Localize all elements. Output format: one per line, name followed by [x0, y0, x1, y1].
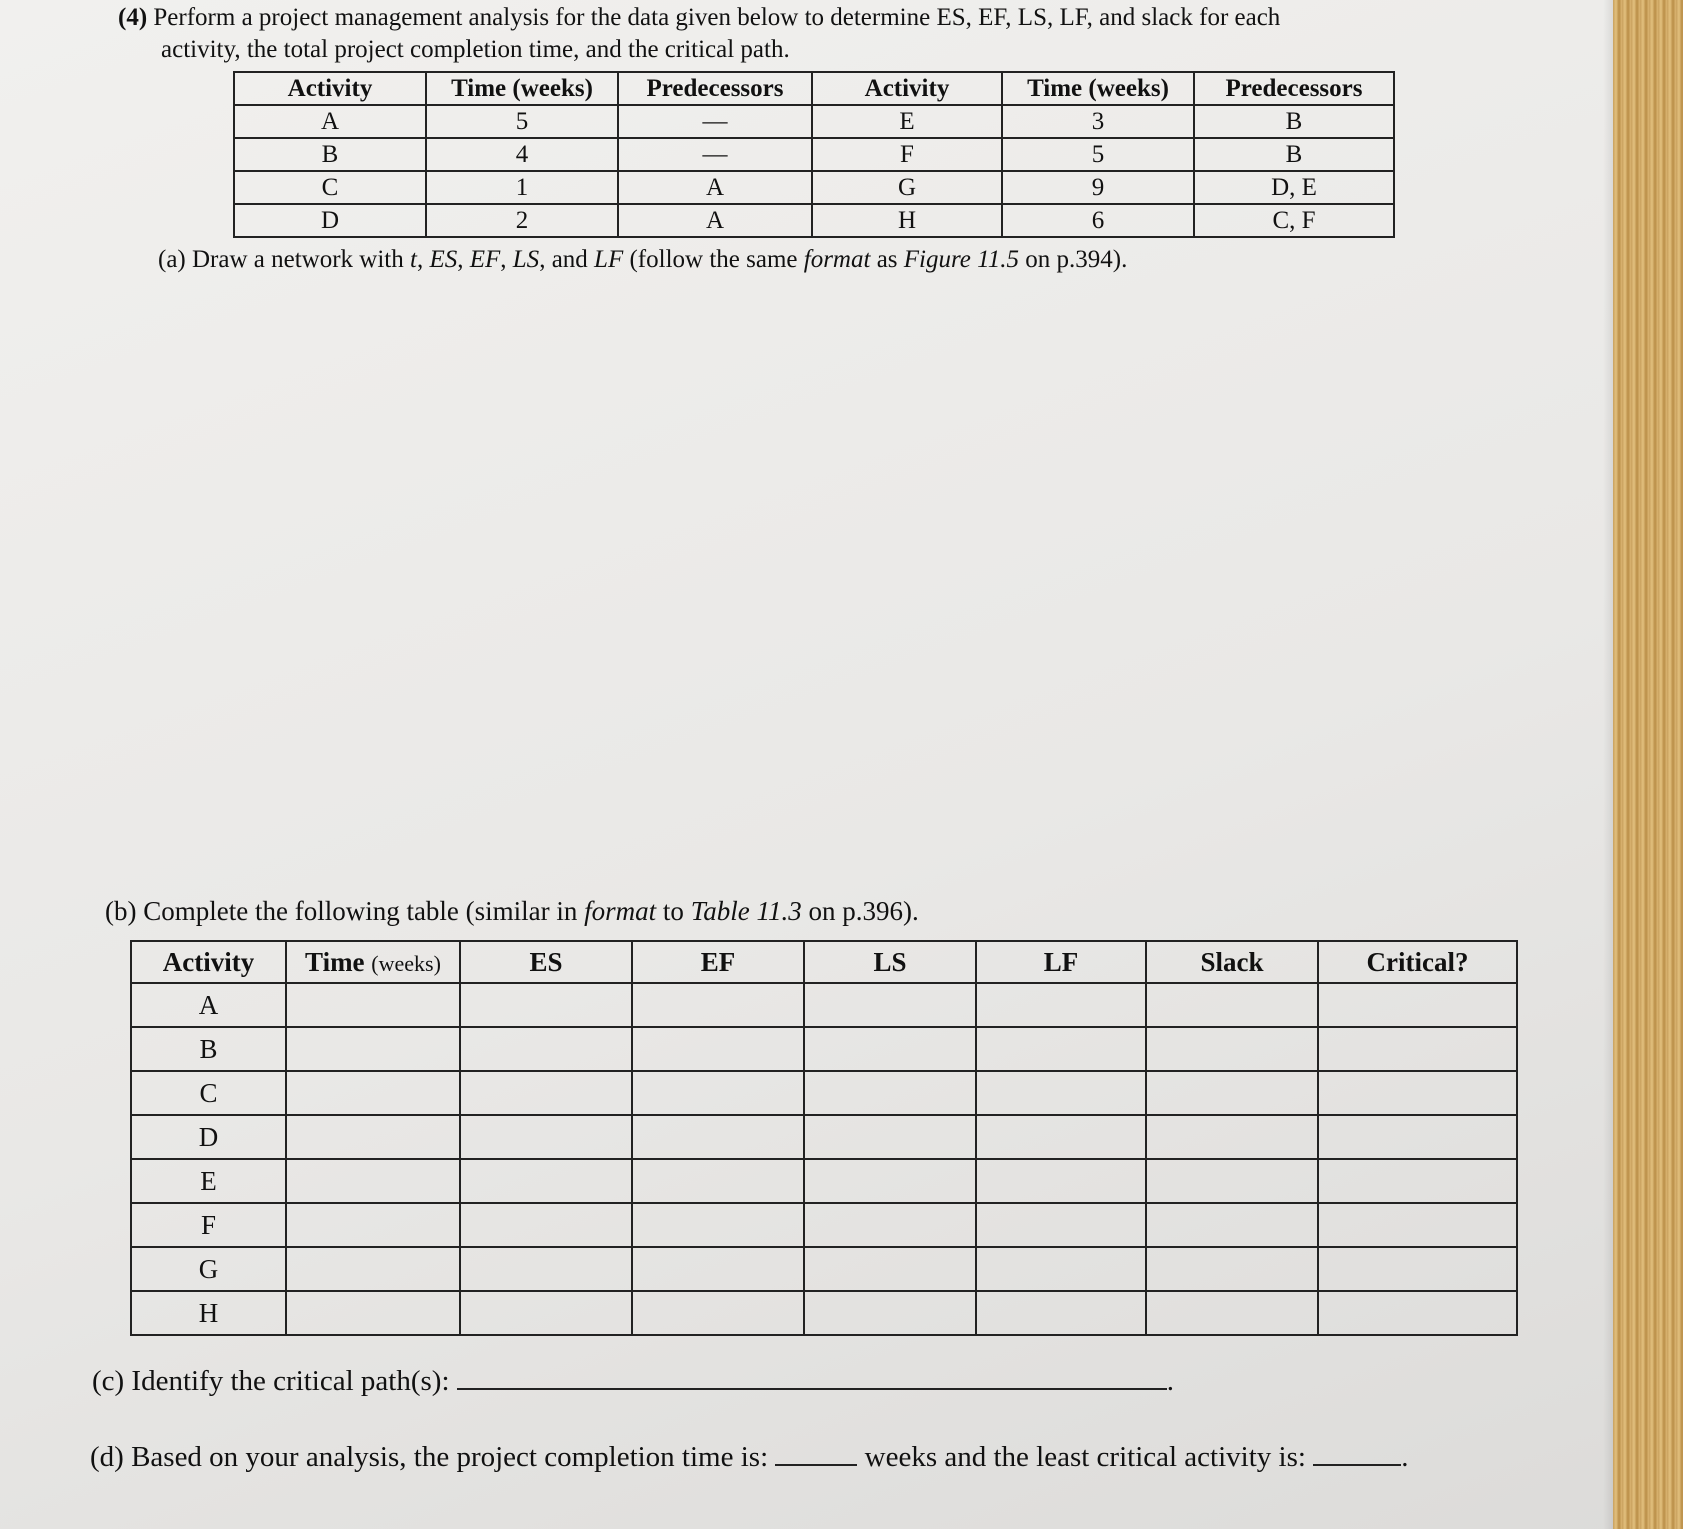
given-cell: A	[618, 171, 812, 204]
answer-input-cell[interactable]	[1146, 983, 1318, 1027]
part-a-label: (a) Draw a network with	[158, 246, 404, 273]
answer-input-cell[interactable]	[286, 1203, 460, 1247]
part-c-prompt	[92, 1364, 1174, 1398]
part-a-es: ES	[429, 246, 458, 273]
answer-table-row	[131, 1071, 1517, 1115]
answer-input-cell[interactable]	[1146, 1291, 1318, 1335]
answer-input-cell[interactable]	[976, 1027, 1146, 1071]
answer-activity-cell: A	[131, 983, 286, 1027]
answer-table-row	[131, 1203, 1517, 1247]
given-cell: B	[1194, 105, 1394, 138]
part-d-label: (d) Based on your analysis, the project completion time is:	[90, 1441, 769, 1473]
answer-input-cell[interactable]	[804, 983, 976, 1027]
part-a-ls: LS	[512, 246, 540, 273]
answer-input-cell[interactable]	[1146, 1071, 1318, 1115]
part-a-prompt	[158, 246, 1127, 274]
answer-input-cell[interactable]	[1318, 1203, 1517, 1247]
answer-input-cell[interactable]	[632, 1291, 804, 1335]
answer-input-cell[interactable]	[976, 1247, 1146, 1291]
answer-input-cell[interactable]	[632, 1203, 804, 1247]
part-d-end: .	[1401, 1441, 1409, 1473]
part-a-sep: ,	[416, 246, 424, 273]
answer-input-cell[interactable]	[632, 983, 804, 1027]
part-a-tail: on p.394).	[1025, 246, 1128, 273]
given-cell: 4	[426, 138, 618, 171]
given-header-activity-2: Activity	[812, 72, 1002, 105]
answer-input-cell[interactable]	[1146, 1159, 1318, 1203]
part-d-prompt	[90, 1440, 1408, 1474]
given-cell: F	[812, 138, 1002, 171]
answer-input-cell[interactable]	[286, 1071, 460, 1115]
problem-number: (4)	[118, 4, 148, 31]
answer-input-cell[interactable]	[976, 1291, 1146, 1335]
answer-activity-cell: E	[131, 1159, 286, 1203]
given-cell: —	[618, 105, 812, 138]
given-cell: B	[1194, 138, 1394, 171]
answer-input-cell[interactable]	[804, 1203, 976, 1247]
answer-activity-cell: G	[131, 1247, 286, 1291]
answer-input-cell[interactable]	[1318, 1247, 1517, 1291]
answer-input-cell[interactable]	[286, 1115, 460, 1159]
answer-input-cell[interactable]	[804, 1027, 976, 1071]
answer-input-cell[interactable]	[286, 1159, 460, 1203]
given-cell: C	[234, 171, 426, 204]
part-a-t: t	[410, 246, 417, 273]
given-data-table	[233, 71, 1395, 238]
given-header-predecessors-2: Predecessors	[1194, 72, 1394, 105]
part-a-figure: Figure 11.5	[903, 246, 1020, 273]
answer-input-cell[interactable]	[804, 1071, 976, 1115]
given-table-header-row	[234, 72, 1394, 105]
answer-table-row	[131, 1115, 1517, 1159]
given-table-row	[234, 171, 1394, 204]
answer-input-cell[interactable]	[1318, 1291, 1517, 1335]
answer-input-cell[interactable]	[460, 1291, 632, 1335]
answer-input-cell[interactable]	[286, 983, 460, 1027]
answer-input-cell[interactable]	[460, 1027, 632, 1071]
answer-activity-cell: D	[131, 1115, 286, 1159]
part-c-label: (c) Identify the critical path(s):	[92, 1365, 450, 1397]
answer-input-cell[interactable]	[632, 1247, 804, 1291]
answer-header-slack: Slack	[1146, 941, 1318, 983]
part-b-tail: on p.396).	[808, 896, 919, 926]
given-cell: 9	[1002, 171, 1194, 204]
given-cell: 6	[1002, 204, 1194, 237]
given-cell: H	[812, 204, 1002, 237]
problem-statement-line1	[118, 4, 1280, 32]
part-a-format: format	[803, 246, 871, 273]
answer-table-header-row	[131, 941, 1517, 983]
answer-input-cell[interactable]	[460, 1159, 632, 1203]
given-header-time-1: Time (weeks)	[426, 72, 618, 105]
given-cell: B	[234, 138, 426, 171]
answer-table-row	[131, 1027, 1517, 1071]
given-cell: A	[618, 204, 812, 237]
given-table-row	[234, 138, 1394, 171]
answer-input-cell[interactable]	[286, 1291, 460, 1335]
answer-activity-cell: C	[131, 1071, 286, 1115]
answer-input-cell[interactable]	[804, 1115, 976, 1159]
answer-input-cell[interactable]	[1318, 1027, 1517, 1071]
answer-input-cell[interactable]	[460, 1247, 632, 1291]
answer-input-cell[interactable]	[1318, 983, 1517, 1027]
part-b-table-ref: Table 11.3	[690, 896, 802, 926]
answer-input-cell[interactable]	[1146, 1247, 1318, 1291]
given-cell: —	[618, 138, 812, 171]
answer-table	[130, 940, 1518, 1336]
part-b-format: format	[584, 896, 657, 926]
part-b-prompt	[105, 896, 919, 927]
answer-table-row	[131, 1291, 1517, 1335]
answer-input-cell[interactable]	[804, 1291, 976, 1335]
page-edge-shadow	[1603, 0, 1613, 1529]
answer-header-time	[286, 941, 460, 983]
part-a-lf: LF	[594, 246, 624, 273]
answer-table-row	[131, 1159, 1517, 1203]
least-critical-activity-blank[interactable]	[1313, 1440, 1401, 1466]
answer-input-cell[interactable]	[460, 983, 632, 1027]
answer-input-cell[interactable]	[804, 1247, 976, 1291]
answer-table-row	[131, 1247, 1517, 1291]
answer-input-cell[interactable]	[1146, 1115, 1318, 1159]
given-cell: E	[812, 105, 1002, 138]
answer-input-cell[interactable]	[976, 1159, 1146, 1203]
answer-input-cell[interactable]	[976, 1071, 1146, 1115]
answer-table-row	[131, 983, 1517, 1027]
part-a-ef: EF	[469, 246, 501, 273]
given-cell: A	[234, 105, 426, 138]
part-c-end: .	[1166, 1365, 1175, 1397]
answer-input-cell[interactable]	[1318, 1159, 1517, 1203]
answer-input-cell[interactable]	[460, 1115, 632, 1159]
part-b-label: (b) Complete the following table (similar in	[105, 896, 578, 926]
part-b-to: to	[662, 896, 684, 926]
answer-activity-cell: F	[131, 1203, 286, 1247]
answer-header-lf: LF	[976, 941, 1146, 983]
answer-input-cell[interactable]	[286, 1027, 460, 1071]
answer-header-critical: Critical?	[1318, 941, 1517, 983]
given-cell: D	[234, 204, 426, 237]
part-a-sep: , and	[539, 246, 588, 273]
answer-activity-cell: B	[131, 1027, 286, 1071]
given-cell: G	[812, 171, 1002, 204]
answer-input-cell[interactable]	[460, 1071, 632, 1115]
answer-input-cell[interactable]	[976, 983, 1146, 1027]
given-table-row	[234, 105, 1394, 138]
answer-header-es: ES	[460, 941, 632, 983]
given-header-time-2: Time (weeks)	[1002, 72, 1194, 105]
answer-input-cell[interactable]	[460, 1203, 632, 1247]
answer-activity-cell: H	[131, 1291, 286, 1335]
given-header-predecessors-1: Predecessors	[618, 72, 812, 105]
answer-input-cell[interactable]	[632, 1159, 804, 1203]
answer-input-cell[interactable]	[1146, 1203, 1318, 1247]
answer-header-activity: Activity	[131, 941, 286, 983]
answer-input-cell[interactable]	[286, 1247, 460, 1291]
part-a-sep: ,	[500, 246, 507, 273]
part-a-sep: ,	[457, 246, 464, 273]
problem-text-line1: Perform a project management analysis for the data given below to determine ES, EF, LS, LF, and slack for each	[153, 4, 1281, 31]
problem-text-line2: activity, the total project completion time, and the critical path.	[161, 36, 790, 63]
answer-input-cell[interactable]	[976, 1203, 1146, 1247]
part-a-as: as	[876, 246, 898, 273]
answer-input-cell[interactable]	[1318, 1115, 1517, 1159]
answer-input-cell[interactable]	[1146, 1027, 1318, 1071]
answer-header-ls: LS	[804, 941, 976, 983]
desk-edge	[1613, 0, 1683, 1529]
answer-input-cell[interactable]	[632, 1115, 804, 1159]
answer-input-cell[interactable]	[632, 1027, 804, 1071]
given-cell: D, E	[1194, 171, 1394, 204]
part-d-mid: weeks and the least critical activity is:	[864, 1441, 1306, 1473]
answer-input-cell[interactable]	[976, 1115, 1146, 1159]
given-cell: 3	[1002, 105, 1194, 138]
critical-path-blank[interactable]	[457, 1364, 1167, 1390]
given-table-row	[234, 204, 1394, 237]
given-cell: 1	[426, 171, 618, 204]
given-cell: 5	[1002, 138, 1194, 171]
answer-header-time-unit: (weeks)	[371, 950, 441, 976]
answer-input-cell[interactable]	[804, 1159, 976, 1203]
given-cell: C, F	[1194, 204, 1394, 237]
given-cell: 5	[426, 105, 618, 138]
completion-time-blank[interactable]	[775, 1440, 857, 1466]
given-header-activity-1: Activity	[234, 72, 426, 105]
given-cell: 2	[426, 204, 618, 237]
answer-header-time-label: Time	[305, 946, 365, 977]
part-a-mid: (follow the same	[629, 246, 798, 273]
answer-input-cell[interactable]	[632, 1071, 804, 1115]
answer-input-cell[interactable]	[1318, 1071, 1517, 1115]
answer-header-ef: EF	[632, 941, 804, 983]
